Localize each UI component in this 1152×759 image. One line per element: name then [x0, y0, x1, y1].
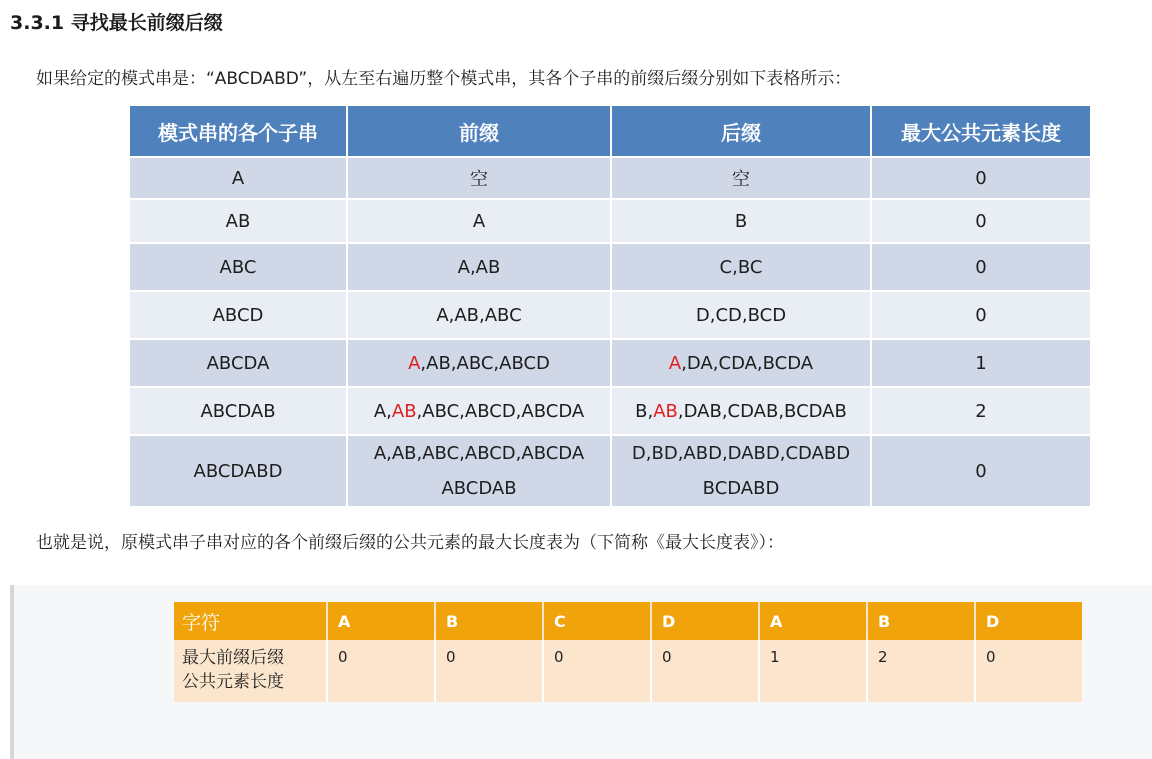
max-length-table	[174, 602, 1082, 702]
cell-substring: ABCDAB	[130, 387, 347, 435]
summary-paragraph: 也就是说，原模式串子串对应的各个前缀后缀的公共元素的最大长度表为（下简称《最大长度表》）：	[36, 533, 784, 553]
cell-substring: ABCDABD	[130, 435, 347, 507]
prefix-suffix-table	[130, 106, 1090, 508]
prefix-rest: ,ABC,ABCD,ABCDA	[416, 400, 585, 422]
cell-prefix	[347, 435, 611, 507]
cell-length: 0	[871, 157, 1090, 199]
table-row	[130, 387, 1090, 435]
row-label	[174, 640, 327, 702]
value-cell: 0	[651, 640, 759, 702]
prefix-lead: A,	[373, 400, 392, 422]
prefix-rest: ,AB,ABC,ABCD	[420, 352, 550, 374]
suffix-line-2: BCDABD	[702, 478, 780, 499]
table-row	[130, 157, 1090, 199]
cell-substring: ABCDA	[130, 339, 347, 387]
section-heading: 3.3.1 寻找最长前缀后缀	[10, 12, 223, 34]
table-row	[130, 291, 1090, 339]
header-char: A	[327, 602, 435, 640]
header-max-length: 最大公共元素长度	[871, 106, 1090, 157]
max-table-header-row	[174, 602, 1082, 640]
cell-length: 1	[871, 339, 1090, 387]
header-char: D	[975, 602, 1082, 640]
value-cell: 0	[975, 640, 1082, 702]
prefix-line-2: ABCDAB	[441, 478, 517, 499]
header-char-label: 字符	[174, 602, 327, 640]
cell-suffix: C,BC	[611, 243, 871, 291]
value-cell: 1	[759, 640, 867, 702]
cell-prefix	[347, 339, 611, 387]
cell-length: 0	[871, 435, 1090, 507]
value-cell: 0	[327, 640, 435, 702]
cell-suffix: 空	[611, 157, 871, 199]
highlight-common: A	[408, 352, 421, 374]
cell-suffix	[611, 435, 871, 507]
table-row	[130, 435, 1090, 507]
intro-paragraph: 如果给定的模式串是：“ABCDABD”，从左至右遍历整个模式串，其各个子串的前缀后缀分别如下表格所示：	[36, 69, 852, 89]
table-row	[130, 243, 1090, 291]
cell-length: 2	[871, 387, 1090, 435]
table-row	[130, 199, 1090, 243]
row-label-line-1: 最大前缀后缀	[182, 648, 284, 668]
cell-suffix	[611, 339, 871, 387]
header-char: B	[867, 602, 975, 640]
header-prefix: 前缀	[347, 106, 611, 157]
max-length-block	[10, 585, 1152, 759]
max-table-value-row	[174, 640, 1082, 702]
prefix-line-1: A,AB,ABC,ABCD,ABCDA	[373, 443, 585, 464]
cell-length: 0	[871, 243, 1090, 291]
value-cell: 0	[435, 640, 543, 702]
suffix-rest: ,DA,CDA,BCDA	[681, 352, 814, 374]
header-char: D	[651, 602, 759, 640]
value-cell: 0	[543, 640, 651, 702]
highlight-common: AB	[653, 400, 678, 422]
cell-length: 0	[871, 199, 1090, 243]
header-char: C	[543, 602, 651, 640]
cell-suffix: B	[611, 199, 871, 243]
suffix-line-1: D,BD,ABD,DABD,CDABD	[631, 443, 851, 464]
cell-suffix	[611, 387, 871, 435]
suffix-rest: ,DAB,CDAB,BCDAB	[677, 400, 847, 422]
highlight-common: A	[668, 352, 682, 374]
cell-prefix: A,AB,ABC	[347, 291, 611, 339]
cell-substring: ABC	[130, 243, 347, 291]
table-header-row	[130, 106, 1090, 157]
highlight-common: AB	[391, 400, 417, 422]
table-row	[130, 339, 1090, 387]
cell-prefix: A	[347, 199, 611, 243]
cell-substring: ABCD	[130, 291, 347, 339]
value-cell: 2	[867, 640, 975, 702]
cell-prefix: 空	[347, 157, 611, 199]
header-char: A	[759, 602, 867, 640]
row-label-line-2: 公共元素长度	[182, 672, 284, 692]
header-suffix: 后缀	[611, 106, 871, 157]
cell-length: 0	[871, 291, 1090, 339]
suffix-lead: B,	[635, 400, 654, 422]
cell-suffix: D,CD,BCD	[611, 291, 871, 339]
header-char: B	[435, 602, 543, 640]
cell-prefix: A,AB	[347, 243, 611, 291]
cell-substring: A	[130, 157, 347, 199]
cell-prefix	[347, 387, 611, 435]
cell-substring: AB	[130, 199, 347, 243]
header-substring: 模式串的各个子串	[130, 106, 347, 157]
